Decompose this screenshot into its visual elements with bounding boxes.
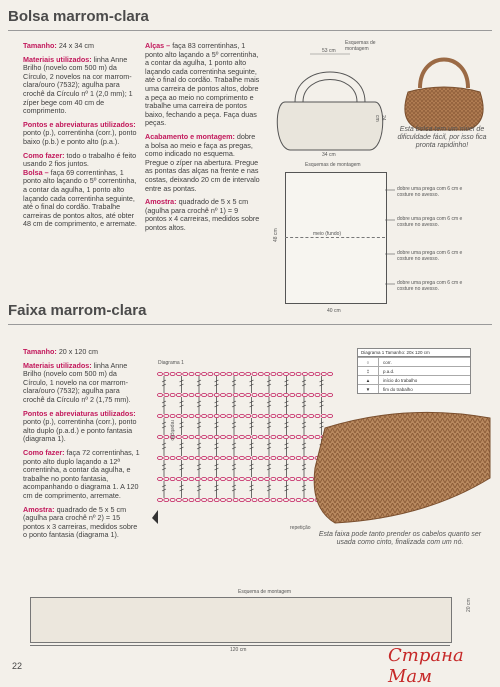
bag-col-2 (145, 42, 260, 237)
section-rule (8, 30, 492, 31)
chain-stitch (271, 435, 276, 438)
chain-stitch (246, 393, 251, 396)
chain-stitch (239, 372, 244, 375)
chain-stitch (189, 498, 194, 501)
text: faça 69 correntinhas, 1 ponto alto laçando o 5º correntinha, a contar da agulha, 1 ponto alto laçando cada correntinha seguinte, até o final do cordão. Trabalhe carreiras de pontos altos, até obter 48 cm de comprimento, e arremate. (23, 167, 137, 229)
chain-stitch (271, 372, 276, 375)
chain-stitch (227, 435, 232, 438)
dtr-stitch (215, 460, 219, 477)
bag-outline-drawing (270, 40, 390, 162)
dtr-symbol: ‡ (358, 367, 379, 375)
chain-stitch (158, 372, 163, 375)
chain-stitch (277, 498, 282, 501)
chain-stitch (321, 372, 326, 375)
dtr-stitch (180, 376, 184, 393)
label: Acabamento e montagem: (145, 131, 235, 141)
chain-stitch (246, 477, 251, 480)
chain-stitch (164, 498, 169, 501)
chain-stitch (284, 456, 289, 459)
text: quadrado de 5 x 5 cm (agulha para crochê nº 1) = 9 pontos x 4 carreiras, medidos sobre pontos altos. (145, 197, 260, 232)
chain-stitch (271, 414, 276, 417)
chain-stitch (233, 498, 238, 501)
chain-stitch (258, 393, 263, 396)
chain-stitch (233, 372, 238, 375)
strip-height: 20 cm (466, 598, 472, 612)
dtr-stitch (285, 439, 289, 456)
label: Tamanho: (23, 347, 57, 356)
start-arrow-icon: ▲ (358, 376, 379, 384)
dtr-stitch (285, 460, 289, 477)
chain-stitch (284, 372, 289, 375)
pleat-note: dobre uma prega com 6 cm e costure no avesso. (397, 280, 463, 292)
dtr-stitch (232, 460, 236, 477)
chain-stitch (195, 456, 200, 459)
text: 24 x 34 cm (58, 41, 94, 50)
chain-stitch (252, 456, 257, 459)
legend-row (358, 366, 470, 375)
dtr-stitch (250, 460, 254, 477)
dtr-stitch (250, 418, 254, 435)
schematic-title: Esquemas de montagem (345, 40, 376, 52)
label: Como fazer: (23, 447, 65, 457)
legend-row (358, 384, 470, 393)
text: todo o trabalho é feito usando 2 fios juntos. (23, 150, 137, 169)
chain-stitch (296, 477, 301, 480)
dtr-stitch (180, 397, 184, 414)
bag-photo (398, 42, 490, 134)
chain-stitch (170, 477, 175, 480)
chain-stitch (202, 477, 207, 480)
dtr-stitch (215, 439, 219, 456)
chain-stitch (208, 414, 213, 417)
chain-stitch (265, 372, 270, 375)
chain-stitch (189, 477, 194, 480)
chain-stitch (271, 498, 276, 501)
chain-stitch (214, 372, 219, 375)
chain-stitch (221, 498, 226, 501)
chain-stitch (170, 372, 175, 375)
chain-stitch (258, 456, 263, 459)
dtr-stitch (197, 376, 201, 393)
label: Materiais utilizados: (23, 54, 92, 64)
text: 20 x 120 cm (58, 347, 98, 356)
rect-schematic (265, 162, 495, 320)
dtr-stitch (180, 439, 184, 456)
dtr-stitch (197, 439, 201, 456)
dim-top: 53 cm (322, 48, 336, 54)
chain-stitch (183, 456, 188, 459)
chain-stitch (176, 456, 181, 459)
chain-stitch (265, 456, 270, 459)
chain-stitch (158, 393, 163, 396)
chain-stitch (208, 456, 213, 459)
dtr-stitch (180, 418, 184, 435)
legend-text: p.a.d. (383, 368, 395, 374)
chain-stitch (221, 435, 226, 438)
chain-symbol: ○ (358, 358, 379, 366)
chain-stitch (239, 456, 244, 459)
dtr-stitch (285, 418, 289, 435)
chain-stitch (202, 435, 207, 438)
chain-stitch (195, 414, 200, 417)
dim-width: 40 cm (327, 308, 341, 314)
legend-text: início do trabalho (383, 377, 418, 383)
dtr-stitch (232, 439, 236, 456)
strip-panel (30, 597, 452, 643)
dtr-stitch (285, 397, 289, 414)
text: faça 72 correntinhas, 1 ponto alto duplo laçando a 12ª correntinha, a contar da agulha, e trabalhe no ponto fantasia, acompanhando o diagrama 1. A 120 cm de comprimento, arremate. (23, 447, 140, 500)
chain-stitch (315, 393, 320, 396)
band-photo (305, 398, 495, 528)
chain-stitch (189, 456, 194, 459)
chain-stitch (258, 477, 263, 480)
chain-stitch (189, 414, 194, 417)
chain-stitch (208, 372, 213, 375)
dtr-stitch (197, 397, 201, 414)
dtr-stitch (215, 376, 219, 393)
chain-stitch (233, 414, 238, 417)
legend-row (358, 357, 470, 366)
text: quadrado de 5 x 5 cm (agulha para crochê nº 2) = 15 pontos x 3 carreiras, medidos sobre o ponto fantasia (diagrama 1). (23, 504, 138, 540)
dtr-stitch (180, 481, 184, 498)
dtr-stitch (215, 418, 219, 435)
dim-height: 48 cm (273, 228, 279, 242)
chain-stitch (252, 477, 257, 480)
chain-stitch (258, 435, 263, 438)
chain-stitch (183, 435, 188, 438)
chain-stitch (183, 498, 188, 501)
chain-stitch (221, 456, 226, 459)
chain-stitch (233, 456, 238, 459)
chain-stitch (202, 414, 207, 417)
pleat-note: dobre uma prega com 6 cm e costure no avesso. (397, 216, 463, 228)
chain-stitch (202, 456, 207, 459)
chain-stitch (277, 372, 282, 375)
chain-stitch (164, 372, 169, 375)
label: Pontos e abreviaturas utilizados: (23, 408, 136, 418)
dtr-stitch (197, 460, 201, 477)
chain-stitch (315, 372, 320, 375)
chain-stitch (164, 414, 169, 417)
chain-stitch (265, 435, 270, 438)
dtr-stitch (232, 397, 236, 414)
pleat-note: dobre uma prega com 6 cm e costure no avesso. (397, 186, 463, 198)
chain-stitch (239, 414, 244, 417)
dtr-stitch (250, 397, 254, 414)
chain-stitch (233, 435, 238, 438)
chain-stitch (158, 477, 163, 480)
chain-stitch (195, 393, 200, 396)
label: Como fazer: (23, 150, 65, 160)
chain-stitch (296, 414, 301, 417)
band-col-1 (23, 348, 141, 545)
bag-col-1 (23, 42, 138, 234)
chain-stitch (246, 435, 251, 438)
chain-stitch (239, 393, 244, 396)
chain-stitch (183, 477, 188, 480)
dtr-stitch (215, 397, 219, 414)
dtr-stitch (197, 418, 201, 435)
chain-stitch (321, 393, 326, 396)
chain-stitch (202, 393, 207, 396)
chain-stitch (239, 498, 244, 501)
chain-stitch (284, 414, 289, 417)
dtr-stitch (250, 439, 254, 456)
chain-stitch (271, 393, 276, 396)
dtr-stitch (267, 397, 271, 414)
chain-stitch (265, 498, 270, 501)
chain-stitch (252, 498, 257, 501)
dtr-stitch (267, 376, 271, 393)
chain-stitch (170, 456, 175, 459)
chain-stitch (176, 477, 181, 480)
strip-dim-line (30, 645, 450, 646)
chain-stitch (265, 477, 270, 480)
chain-stitch (239, 435, 244, 438)
dtr-stitch (320, 376, 324, 393)
repeat-bottom-label: repetição (290, 525, 311, 531)
dim-bottom: 34 cm (322, 152, 336, 158)
chain-stitch (277, 477, 282, 480)
chain-stitch (246, 498, 251, 501)
watermark: Страна Мам (388, 645, 464, 687)
page-number: 22 (12, 661, 23, 671)
chain-stitch (296, 393, 301, 396)
chain-stitch (164, 393, 169, 396)
chain-stitch (214, 414, 219, 417)
chain-stitch (208, 477, 213, 480)
chain-stitch (252, 435, 257, 438)
chain-stitch (290, 456, 295, 459)
bag-photo-caption: Esta bolsa tem um nível de dificuldade fácil, por isso fica pronta rapidinho! (397, 126, 487, 149)
chain-stitch (170, 414, 175, 417)
chain-stitch (246, 456, 251, 459)
start-arrow-icon (152, 510, 158, 524)
chain-stitch (309, 372, 314, 375)
text: faça 83 correntinhas, 1 ponto alto laçando a 5º correntinha, a contar da agulha, 1 ponto alto laçando cada correntinha seguinte, até o final do cordão. Trabalhe mais uma carreira de pontos altos, dobre a peça ao meio no comprimento e trabalhe uma carreira de pontos baixo, fechando a peça. Faça duas peças. (145, 41, 260, 128)
dtr-stitch (180, 460, 184, 477)
dtr-stitch (232, 481, 236, 498)
chain-stitch (252, 372, 257, 375)
chain-stitch (290, 435, 295, 438)
mid-label: meio (fundo) (313, 231, 342, 237)
chain-stitch (296, 372, 301, 375)
chain-stitch (195, 372, 200, 375)
text: ponto (p.), correntinha (corr.), ponto baixo (p.b.) e ponto alto (p.a.). (23, 128, 137, 146)
dtr-stitch (267, 418, 271, 435)
chain-stitch (296, 498, 301, 501)
chain-stitch (290, 477, 295, 480)
chain-stitch (271, 477, 276, 480)
chain-stitch (189, 393, 194, 396)
text: linha Anne Brilho (novelo com 500 m) da Círculo, 1 novelo na cor marrom-clara/ouro (7532); agulha para crochê da Círculo nº 2 (1,75 mm). (23, 360, 131, 404)
label: Materiais utilizados: (23, 360, 92, 370)
chain-stitch (290, 498, 295, 501)
dtr-stitch (285, 481, 289, 498)
chain-stitch (227, 456, 232, 459)
chain-stitch (284, 477, 289, 480)
chain-stitch (170, 393, 175, 396)
chain-stitch (328, 372, 333, 375)
chain-stitch (239, 477, 244, 480)
legend-text: corr. (383, 359, 392, 365)
pleat-note: dobre uma prega com 6 cm e costure no avesso. (397, 250, 463, 262)
bag-schematic (270, 40, 390, 162)
chain-stitch (158, 456, 163, 459)
chain-stitch (214, 393, 219, 396)
dtr-stitch (232, 418, 236, 435)
dtr-stitch (232, 376, 236, 393)
strip-width: 120 cm (230, 647, 247, 653)
chain-stitch (302, 372, 307, 375)
chain-stitch (277, 456, 282, 459)
chain-stitch (290, 414, 295, 417)
chain-stitch (202, 498, 207, 501)
chain-stitch (284, 393, 289, 396)
chain-stitch (227, 498, 232, 501)
dtr-stitch (267, 460, 271, 477)
chain-stitch (202, 372, 207, 375)
dtr-stitch (250, 376, 254, 393)
chain-stitch (176, 372, 181, 375)
end-arrow-icon: ▼ (358, 385, 379, 393)
chain-stitch (208, 435, 213, 438)
chain-stitch (214, 477, 219, 480)
chain-stitch (227, 414, 232, 417)
chain-stitch (221, 414, 226, 417)
section-rule (8, 324, 492, 325)
chain-stitch (277, 414, 282, 417)
chain-stitch (195, 435, 200, 438)
chain-stitch (258, 498, 263, 501)
chain-stitch (176, 414, 181, 417)
chain-stitch (195, 498, 200, 501)
chain-stitch (246, 372, 251, 375)
chain-stitch (233, 393, 238, 396)
dtr-stitch (162, 481, 166, 498)
chain-stitch (271, 456, 276, 459)
chain-stitch (252, 414, 257, 417)
schematic-title: Esquemas de montagem (305, 162, 361, 168)
chain-stitch (265, 393, 270, 396)
dtr-stitch (162, 376, 166, 393)
chain-stitch (258, 414, 263, 417)
strip-title: Esquema de montagem (238, 589, 292, 595)
chain-stitch (183, 414, 188, 417)
chain-stitch (296, 435, 301, 438)
chain-stitch (158, 414, 163, 417)
chain-stitch (214, 498, 219, 501)
chain-stitch (183, 393, 188, 396)
chain-stitch (183, 372, 188, 375)
chain-stitch (170, 498, 175, 501)
legend-table (357, 348, 471, 394)
dtr-stitch (250, 481, 254, 498)
dtr-stitch (162, 439, 166, 456)
dtr-stitch (215, 481, 219, 498)
chain-stitch (158, 435, 163, 438)
chain-stitch (290, 393, 295, 396)
section-title-band: Faixa marrom-clara (8, 302, 147, 319)
chain-stitch (258, 372, 263, 375)
legend-row (358, 375, 470, 384)
repeat-side-label: repetição (169, 420, 175, 441)
chain-stitch (221, 372, 226, 375)
chain-stitch (277, 393, 282, 396)
chain-stitch (309, 393, 314, 396)
legend-header: Diagrama 1 Tamanho: 20x 120 cm (358, 349, 470, 357)
chain-stitch (221, 477, 226, 480)
chain-stitch (252, 393, 257, 396)
chain-stitch (214, 435, 219, 438)
chain-stitch (284, 498, 289, 501)
chain-stitch (176, 393, 181, 396)
chain-stitch (195, 477, 200, 480)
band-photo-caption: Esta faixa pode tanto prender os cabelos quanto ser usada como cinto, finalizada com um nó. (318, 531, 482, 546)
chain-stitch (227, 393, 232, 396)
chain-stitch (158, 498, 163, 501)
chain-stitch (176, 435, 181, 438)
chain-stitch (208, 393, 213, 396)
text: ponto (p.), correntinha (corr.), ponto alto duplo (p.a.d.) e ponto fantasia (diagrama 1). (23, 417, 137, 444)
text: linha Anne Brilho (novelo com 500 m) da Círculo, 2 novelos na cor marrom-clara/ouro (7532); agulha para crochê da Círculo nº 1 (2,0 mm); 1 zíper bege com 40 cm de comprimento. (23, 54, 133, 116)
chain-stitch (208, 498, 213, 501)
dtr-stitch (162, 397, 166, 414)
chain-stitch (221, 393, 226, 396)
chain-stitch (164, 477, 169, 480)
chain-stitch (302, 393, 307, 396)
chain-stitch (290, 372, 295, 375)
dtr-stitch (302, 376, 306, 393)
dim-side: 24 cm (374, 115, 386, 122)
label: Amostra: (23, 504, 55, 514)
chain-stitch (189, 435, 194, 438)
dtr-stitch (162, 418, 166, 435)
dtr-stitch (285, 376, 289, 393)
legend-text: fim do trabalho (383, 386, 413, 392)
label: Alças – (145, 41, 171, 50)
chain-stitch (189, 372, 194, 375)
dtr-stitch (267, 481, 271, 498)
chain-stitch (214, 456, 219, 459)
chain-stitch (246, 414, 251, 417)
text: dobre a bolsa ao meio e faça as pregas, como indicado no esquema. Pregue o zíper na abertura. Pregue as pontas das alças na frente e nas costas, deixando 20 cm de intervalo entre as pontas. (145, 131, 260, 193)
section-title-bag: Bolsa marrom-clara (8, 8, 149, 25)
chain-stitch (296, 456, 301, 459)
chain-stitch (164, 456, 169, 459)
label: Bolsa – (23, 167, 49, 177)
chain-stitch (233, 477, 238, 480)
chain-stitch (176, 498, 181, 501)
chain-stitch (227, 477, 232, 480)
chain-stitch (328, 393, 333, 396)
chain-stitch (277, 435, 282, 438)
dtr-stitch (197, 481, 201, 498)
diagram-title: Diagrama 1 (158, 360, 184, 366)
chain-stitch (227, 372, 232, 375)
label: Tamanho: (23, 41, 57, 50)
dtr-stitch (267, 439, 271, 456)
dtr-stitch (162, 460, 166, 477)
chain-stitch (284, 435, 289, 438)
label: Amostra: (145, 197, 177, 207)
label: Pontos e abreviaturas utilizados: (23, 119, 136, 129)
chain-stitch (265, 414, 270, 417)
